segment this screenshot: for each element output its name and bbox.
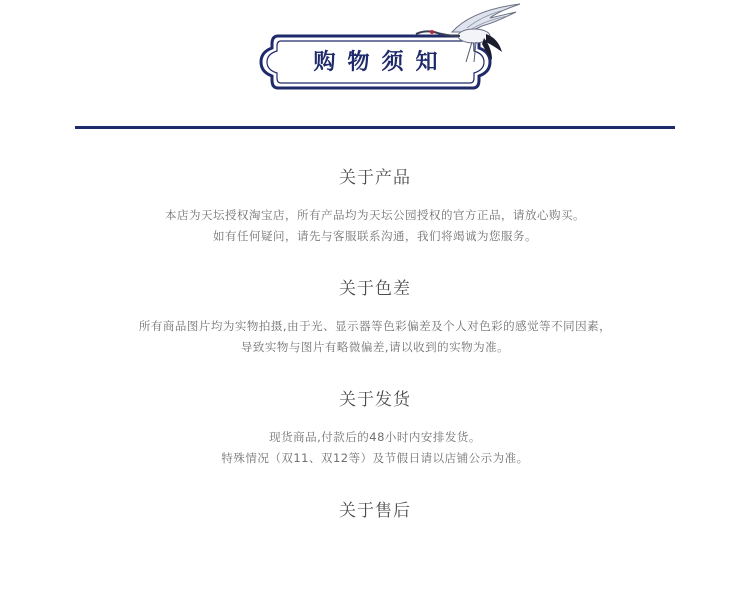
notice-sections: [0, 165, 750, 609]
section-title: 关于产品: [339, 168, 411, 188]
section-text: 导致实物与图片有略微偏差,请以收到的实物为准。: [240, 340, 510, 354]
section-title: 关于发货: [339, 390, 411, 410]
page-title: 购物须知: [313, 50, 450, 75]
section-text: 特殊情况（双11、双12等）及节假日请以店铺公示为准。: [221, 451, 529, 465]
section-title: 关于售后: [339, 501, 411, 521]
section-color-difference: [0, 276, 750, 387]
header-divider: [75, 126, 675, 129]
section-text: 如有任何疑问，请先与客服联系沟通，我们将竭诚为您服务。: [213, 229, 537, 243]
section-title: 关于色差: [339, 279, 411, 299]
section-text: 本店为天坛授权淘宝店，所有产品均为天坛公园授权的官方正品，请放心购买。: [165, 208, 585, 222]
section-shipping: [0, 387, 750, 498]
section-text: 所有商品图片均为实物拍摄,由于光、显示器等色彩偏差及个人对色彩的感觉等不同因素，: [138, 319, 612, 333]
crane-icon: [412, 2, 524, 64]
section-after-sales: [0, 498, 750, 609]
section-product: [0, 165, 750, 276]
section-text: 现货商品,付款后的48小时内安排发货。: [269, 430, 481, 444]
